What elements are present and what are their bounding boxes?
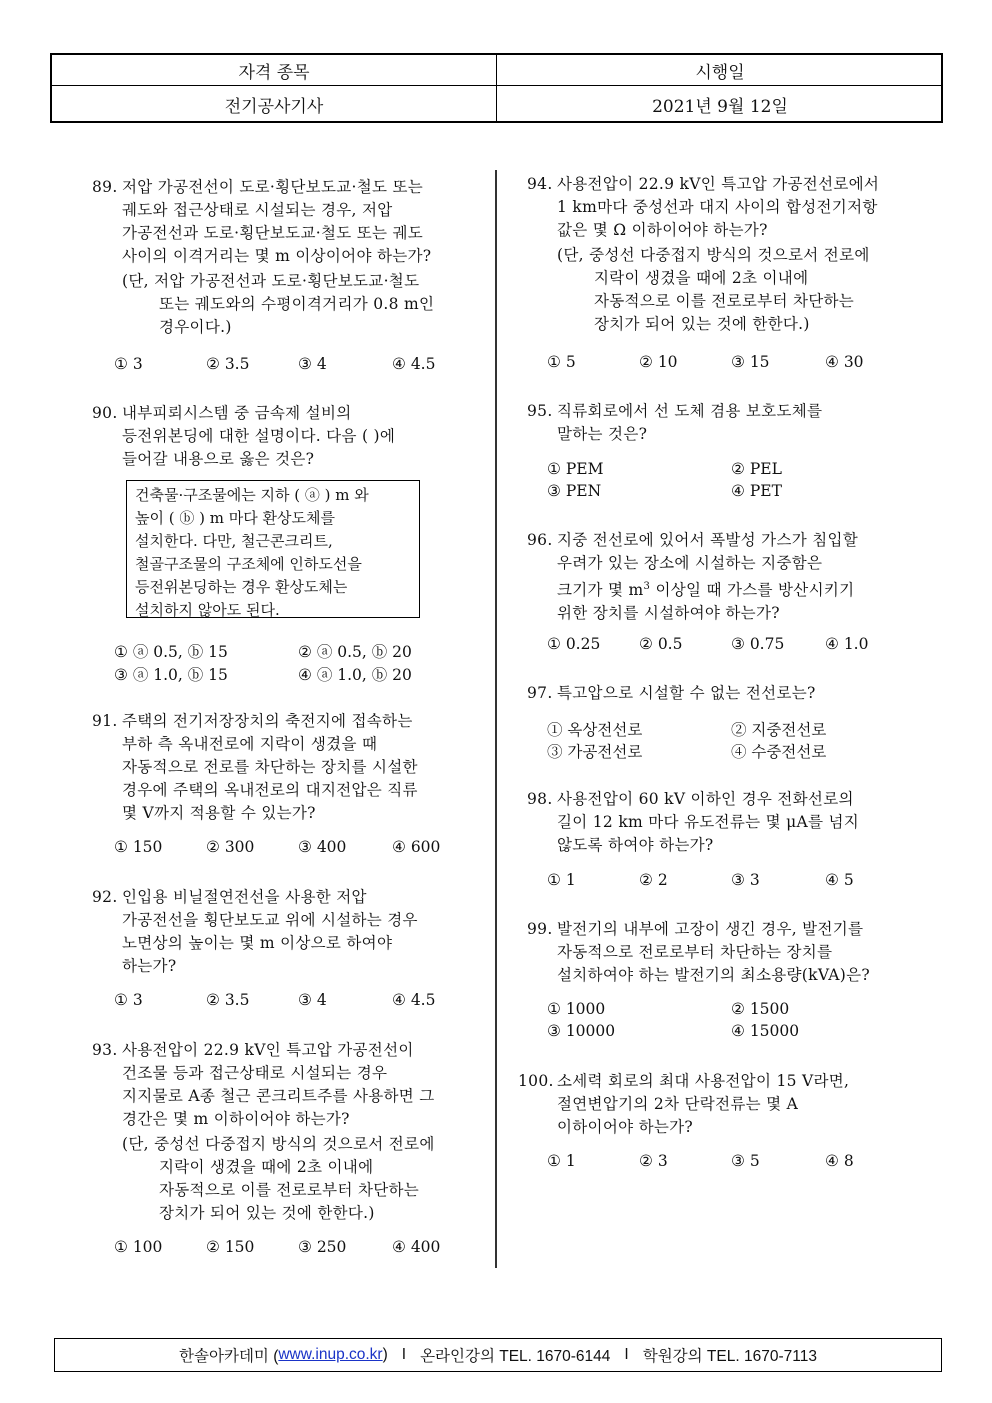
option-4[interactable]: ④ PET <box>731 482 782 500</box>
question-text-line: 이하이어야 하는가? <box>557 1118 694 1136</box>
footer-separator: I <box>624 1346 629 1363</box>
option-3[interactable]: ③ 15 <box>731 353 770 371</box>
question-91 <box>92 710 418 825</box>
footer-academy: 한솔아카데미 ( <box>179 1348 279 1365</box>
superscript: 3 <box>643 581 651 592</box>
option-4[interactable]: ④ 4.5 <box>392 355 436 373</box>
option-4[interactable]: ④ ⓐ 1.0, ⓑ 20 <box>298 666 412 684</box>
question-condition-line: 또는 궤도와의 수평이격거리가 0.8 m인 <box>159 295 435 313</box>
question-condition-line: 자동적으로 이를 전로로부터 차단하는 <box>594 292 855 310</box>
question-text-line: 경우에 주택의 옥내전로의 대지전압은 직류 <box>122 781 418 799</box>
option-3[interactable]: ③ 5 <box>731 1152 760 1170</box>
question-97 <box>527 682 816 705</box>
question-93 <box>92 1039 435 1225</box>
option-2[interactable]: ② 150 <box>206 1238 255 1256</box>
question-condition-line: 장치가 되어 있는 것에 한한다.) <box>594 315 810 333</box>
question-number: 92. <box>92 888 118 906</box>
textbox-line: 철골구조물의 구조체에 인하도선을 <box>135 555 362 573</box>
question-text-line: 몇 V까지 적용할 수 있는가? <box>122 804 316 822</box>
question-text-line: 설치하여야 하는 발전기의 최소용량(kVA)은? <box>557 966 870 984</box>
option-1[interactable]: ① 3 <box>114 355 143 373</box>
option-1[interactable]: ① 0.25 <box>547 635 601 653</box>
question-text-line: 않도록 하여야 하는가? <box>557 836 714 854</box>
option-4[interactable]: ④ 수중전선로 <box>731 743 827 761</box>
option-4[interactable]: ④ 8 <box>825 1152 854 1170</box>
question-condition-line: 장치가 되어 있는 것에 한한다.) <box>159 1204 375 1222</box>
footer-online-tel: 온라인강의 TEL. 1670-6144 <box>420 1348 611 1365</box>
textbox-line: 설치한다. 다만, 철근콘크리트, <box>135 532 333 550</box>
question-text-line: 자동적으로 전로를 차단하는 장치를 시설한 <box>122 758 418 776</box>
question-98 <box>527 788 859 857</box>
question-95 <box>527 400 822 446</box>
question-text-line: 내부피뢰시스템 중 금속제 설비의 <box>122 404 352 422</box>
option-1[interactable]: ① PEM <box>547 460 604 478</box>
question-text-line: 사용전압이 60 kV 이하인 경우 전화선로의 <box>557 790 854 808</box>
question-condition-line: 지락이 생겼을 때에 2초 이내에 <box>594 269 809 287</box>
footer-offline-tel: 학원강의 TEL. 1670-7113 <box>642 1348 817 1365</box>
option-1[interactable]: ① 100 <box>114 1238 163 1256</box>
question-text-line: 사이의 이격거리는 몇 m 이상이어야 하는가? <box>122 247 432 265</box>
question-text-line: 지중 전선로에 있어서 폭발성 가스가 침입할 <box>557 531 859 549</box>
option-2[interactable]: ② 1500 <box>731 1000 790 1018</box>
question-text-segment: 크기가 몇 m <box>557 581 644 600</box>
question-number: 94. <box>527 175 553 193</box>
option-3[interactable]: ③ 4 <box>298 991 327 1009</box>
question-text-line: 특고압으로 시설할 수 없는 전선로는? <box>557 684 816 702</box>
question-text-line: 등전위본딩에 대한 설명이다. 다음 ( )에 <box>122 427 396 445</box>
question-text-line: 절연변압기의 2차 단락전류는 몇 A <box>557 1095 799 1113</box>
option-4[interactable]: ④ 15000 <box>731 1022 800 1040</box>
option-4[interactable]: ④ 400 <box>392 1238 441 1256</box>
header-value-date: 2021년 9월 12일 <box>652 97 788 117</box>
question-text-segment: 이상일 때 가스를 방산시키기 <box>650 581 855 600</box>
option-4[interactable]: ④ 5 <box>825 871 854 889</box>
textbox-line: 설치하지 않아도 된다. <box>135 601 280 619</box>
option-3[interactable]: ③ 0.75 <box>731 635 785 653</box>
question-text-line: 값은 몇 Ω 이하이어야 하는가? <box>557 221 768 239</box>
option-3[interactable]: ③ 3 <box>731 871 760 889</box>
option-3[interactable]: ③ 4 <box>298 355 327 373</box>
question-100 <box>518 1070 849 1139</box>
question-condition-line: (단, 중성선 다중접지 방식의 것으로서 전로에 <box>122 1135 435 1153</box>
question-condition-line: (단, 저압 가공전선과 도로·횡단보도교·철도 <box>122 272 420 290</box>
option-3[interactable]: ③ 10000 <box>547 1022 616 1040</box>
question-number: 90. <box>92 404 118 422</box>
question-text-line: 가공전선과 도로·횡단보도교·철도 또는 궤도 <box>122 224 424 242</box>
option-1[interactable]: ① 옥상전선로 <box>547 721 643 739</box>
option-1[interactable]: ① 1000 <box>547 1000 606 1018</box>
option-2[interactable]: ② 3.5 <box>206 991 250 1009</box>
option-2[interactable]: ② PEL <box>731 460 782 478</box>
column-divider <box>495 170 497 1268</box>
question-text-line: 사용전압이 22.9 kV인 특고압 가공전선로에서 <box>557 175 880 193</box>
question-90-textbox <box>126 480 420 618</box>
question-number: 89. <box>92 178 118 196</box>
question-text-line: 우려가 있는 장소에 시설하는 지중함은 <box>557 554 823 572</box>
textbox-line: 높이 ( ⓑ ) m 마다 환상도체를 <box>135 509 335 527</box>
option-2[interactable]: ② 2 <box>639 871 668 889</box>
question-text-line: 사용전압이 22.9 kV인 특고압 가공전선이 <box>122 1041 414 1059</box>
question-text-line: 발전기의 내부에 고장이 생긴 경우, 발전기를 <box>557 920 864 938</box>
textbox-line: 등전위본딩하는 경우 환상도체는 <box>135 578 348 596</box>
option-3[interactable]: ③ 400 <box>298 838 347 856</box>
footer-paren: ) <box>382 1346 388 1363</box>
option-2[interactable]: ② 3.5 <box>206 355 250 373</box>
header-label-date: 시행일 <box>497 55 943 86</box>
header-label-subject: 자격 종목 <box>52 55 497 86</box>
question-text-line: 저압 가공전선이 도로·횡단보도교·철도 또는 <box>122 178 424 196</box>
exam-header-table <box>50 53 943 123</box>
question-text-line <box>557 575 858 602</box>
question-number: 100. <box>518 1072 554 1090</box>
question-number: 96. <box>527 531 553 549</box>
option-3[interactable]: ③ ⓐ 1.0, ⓑ 15 <box>114 666 228 684</box>
question-text-line: 들어갈 내용으로 옳은 것은? <box>122 450 315 468</box>
question-text-line: 길이 12 km 마다 유도전류는 몇 μA를 넘지 <box>557 813 860 831</box>
question-number: 93. <box>92 1041 118 1059</box>
option-1[interactable]: ① 1 <box>547 871 576 889</box>
option-2[interactable]: ② ⓐ 0.5, ⓑ 20 <box>298 643 412 661</box>
footer-separator: I <box>401 1346 407 1363</box>
question-92 <box>92 886 418 978</box>
option-2[interactable]: ② 300 <box>206 838 255 856</box>
question-number: 98. <box>527 790 553 808</box>
option-4[interactable]: ④ 30 <box>825 353 864 371</box>
question-89 <box>92 176 434 339</box>
question-text-line: 직류회로에서 선 도체 겸용 보호도체를 <box>557 402 823 420</box>
option-1[interactable]: ① ⓐ 0.5, ⓑ 15 <box>114 643 228 661</box>
option-2[interactable]: ② 지중전선로 <box>731 721 827 739</box>
question-text-line: 궤도와 접근상태로 시설되는 경우, 저압 <box>122 201 393 219</box>
textbox-line: 건축물·구조물에는 지하 ( ⓐ ) m 와 <box>135 486 369 504</box>
question-text-line: 인입용 비닐절연전선을 사용한 저압 <box>122 888 367 906</box>
question-number: 91. <box>92 712 118 730</box>
option-2[interactable]: ② 0.5 <box>639 635 683 653</box>
option-4[interactable]: ④ 4.5 <box>392 991 436 1009</box>
option-1[interactable]: ① 150 <box>114 838 163 856</box>
question-text-line: 지지물로 A종 철근 콘크리트주를 사용하면 그 <box>122 1087 435 1105</box>
question-number: 95. <box>527 402 553 420</box>
question-text-line: 하는가? <box>122 957 177 975</box>
question-96 <box>527 529 858 625</box>
question-94 <box>527 173 879 336</box>
question-number: 97. <box>527 684 553 702</box>
option-1[interactable]: ① 3 <box>114 991 143 1009</box>
option-2[interactable]: ② 3 <box>639 1152 668 1170</box>
page-footer <box>54 1338 942 1372</box>
footer-website-link[interactable]: www.inup.co.kr <box>278 1346 383 1363</box>
option-4[interactable]: ④ 1.0 <box>825 635 869 653</box>
question-condition-line: 자동적으로 이를 전로로부터 차단하는 <box>159 1181 420 1199</box>
question-number: 99. <box>527 920 553 938</box>
option-3[interactable]: ③ 가공전선로 <box>547 743 643 761</box>
question-text-line: 위한 장치를 시설하여야 하는가? <box>557 604 780 623</box>
question-text-line: 말하는 것은? <box>557 425 648 443</box>
question-condition-line: 지락이 생겼을 때에 2초 이내에 <box>159 1158 374 1176</box>
question-text-line: 자동적으로 전로로부터 차단하는 장치를 <box>557 943 833 961</box>
header-value-subject: 전기공사기사 <box>52 86 497 123</box>
question-text-line: 경간은 몇 m 이하이어야 하는가? <box>122 1110 350 1128</box>
question-condition-line: 경우이다.) <box>159 318 232 336</box>
question-text-line: 부하 측 옥내전로에 지락이 생겼을 때 <box>122 735 378 753</box>
question-text-line: 소세력 회로의 최대 사용전압이 15 V라면, <box>557 1072 850 1090</box>
option-3[interactable]: ③ PEN <box>547 482 602 500</box>
option-1[interactable]: ① 1 <box>547 1152 576 1170</box>
option-1[interactable]: ① 5 <box>547 353 576 371</box>
question-90 <box>92 402 395 471</box>
question-text-line: 건조물 등과 접근상태로 시설되는 경우 <box>122 1064 388 1082</box>
question-condition-line: (단, 중성선 다중접지 방식의 것으로서 전로에 <box>557 246 870 264</box>
question-text-line: 가공전선을 횡단보도교 위에 시설하는 경우 <box>122 911 418 929</box>
question-text-line: 주택의 전기저장장치의 축전지에 접속하는 <box>122 712 413 730</box>
question-text-line: 노면상의 높이는 몇 m 이상으로 하여야 <box>122 934 393 952</box>
question-99 <box>527 918 870 987</box>
option-3[interactable]: ③ 250 <box>298 1238 347 1256</box>
option-4[interactable]: ④ 600 <box>392 838 441 856</box>
question-text-line: 1 km마다 중성선과 대지 사이의 합성전기저항 <box>557 198 878 216</box>
option-2[interactable]: ② 10 <box>639 353 678 371</box>
